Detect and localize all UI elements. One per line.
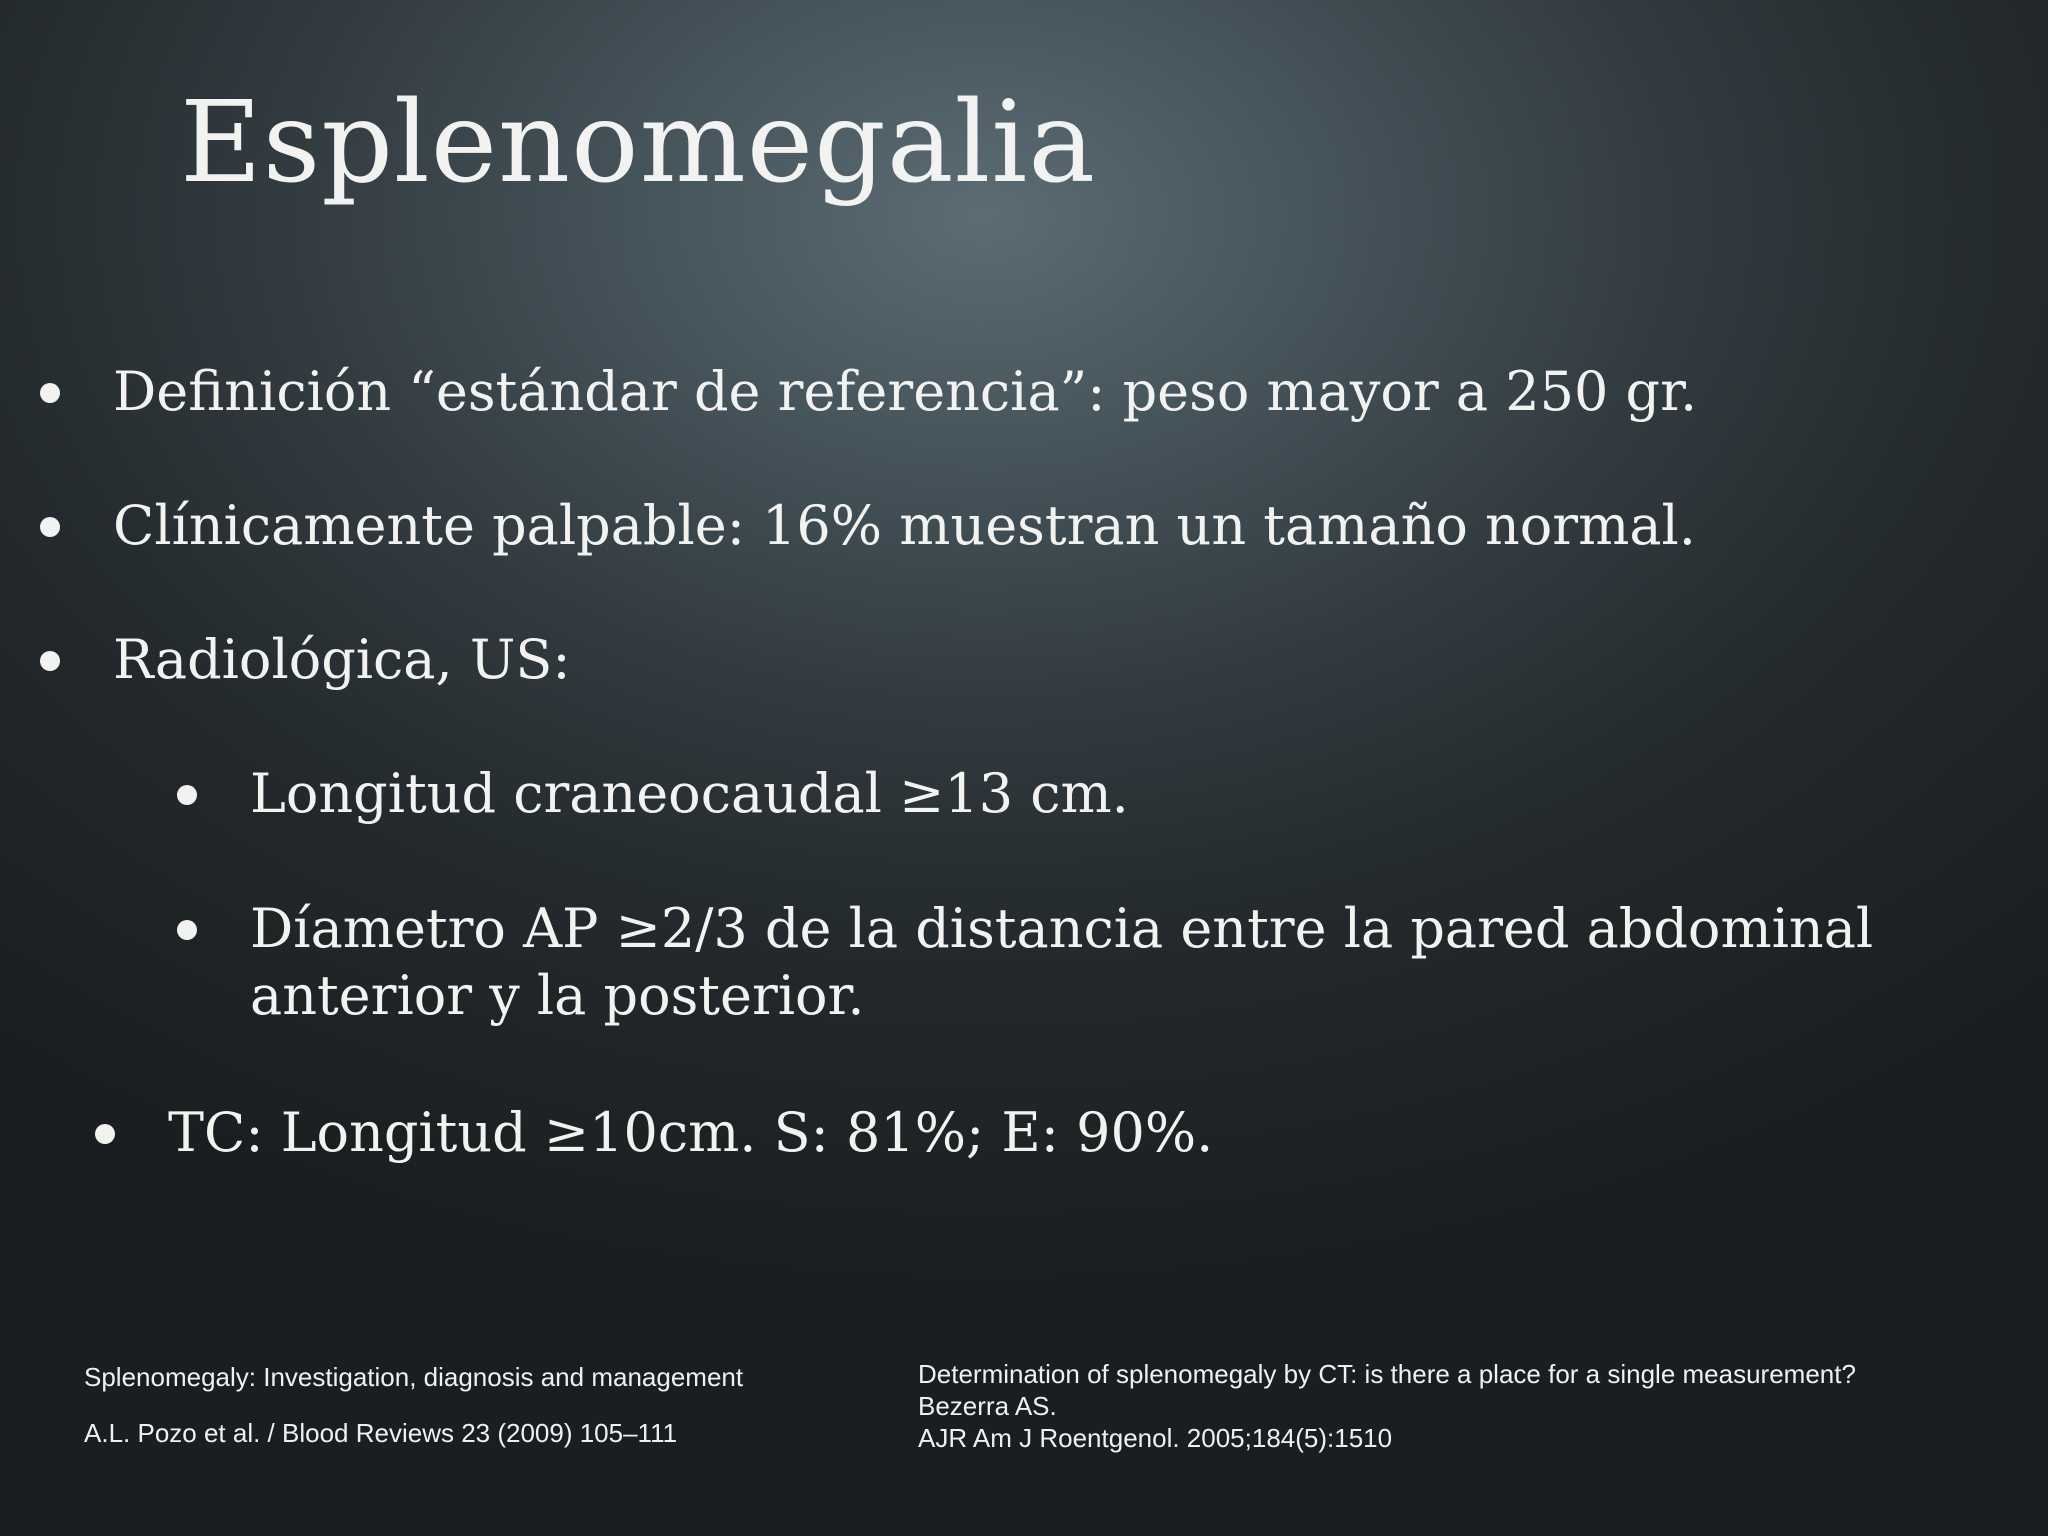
reference-left-citation: A.L. Pozo et al. / Blood Reviews 23 (2009) 105–111	[84, 1418, 678, 1448]
reference-right-author: Bezerra AS.	[918, 1391, 1057, 1421]
bullet-dot	[40, 651, 60, 671]
sub-bullet-longitud: Longitud craneocaudal ≥13 cm.	[250, 762, 1129, 825]
bullet-dot	[40, 383, 60, 403]
sub-bullet-dot	[177, 785, 197, 805]
bullet-tc: TC: Longitud ≥10cm. S: 81%; E: 90%.	[168, 1101, 1214, 1164]
reference-left	[84, 1361, 743, 1449]
bullet-palpable: Clínicamente palpable: 16% muestran un tamaño normal.	[113, 494, 1696, 557]
sub-bullet-diametro-continued: anterior y la posterior.	[250, 964, 865, 1027]
bullet-dot	[40, 517, 60, 537]
reference-right-title: Determination of splenomegaly by CT: is there a place for a single measurement?	[918, 1359, 1856, 1389]
bullet-radiologica: Radiológica, US:	[113, 628, 571, 691]
bullet-dot	[95, 1124, 115, 1144]
reference-left-title: Splenomegaly: Investigation, diagnosis and management	[84, 1362, 744, 1392]
slide-title: Esplenomegalia	[180, 78, 1096, 208]
reference-right-citation: AJR Am J Roentgenol. 2005;184(5):1510	[918, 1423, 1393, 1453]
bullet-definition: Definición “estándar de referencia”: peso mayor a 250 gr.	[113, 360, 1698, 423]
sub-bullet-dot	[177, 920, 197, 940]
reference-right	[918, 1358, 1856, 1454]
sub-bullet-diametro: Díametro AP ≥2/3 de la distancia entre la pared abdominal	[250, 897, 1874, 960]
